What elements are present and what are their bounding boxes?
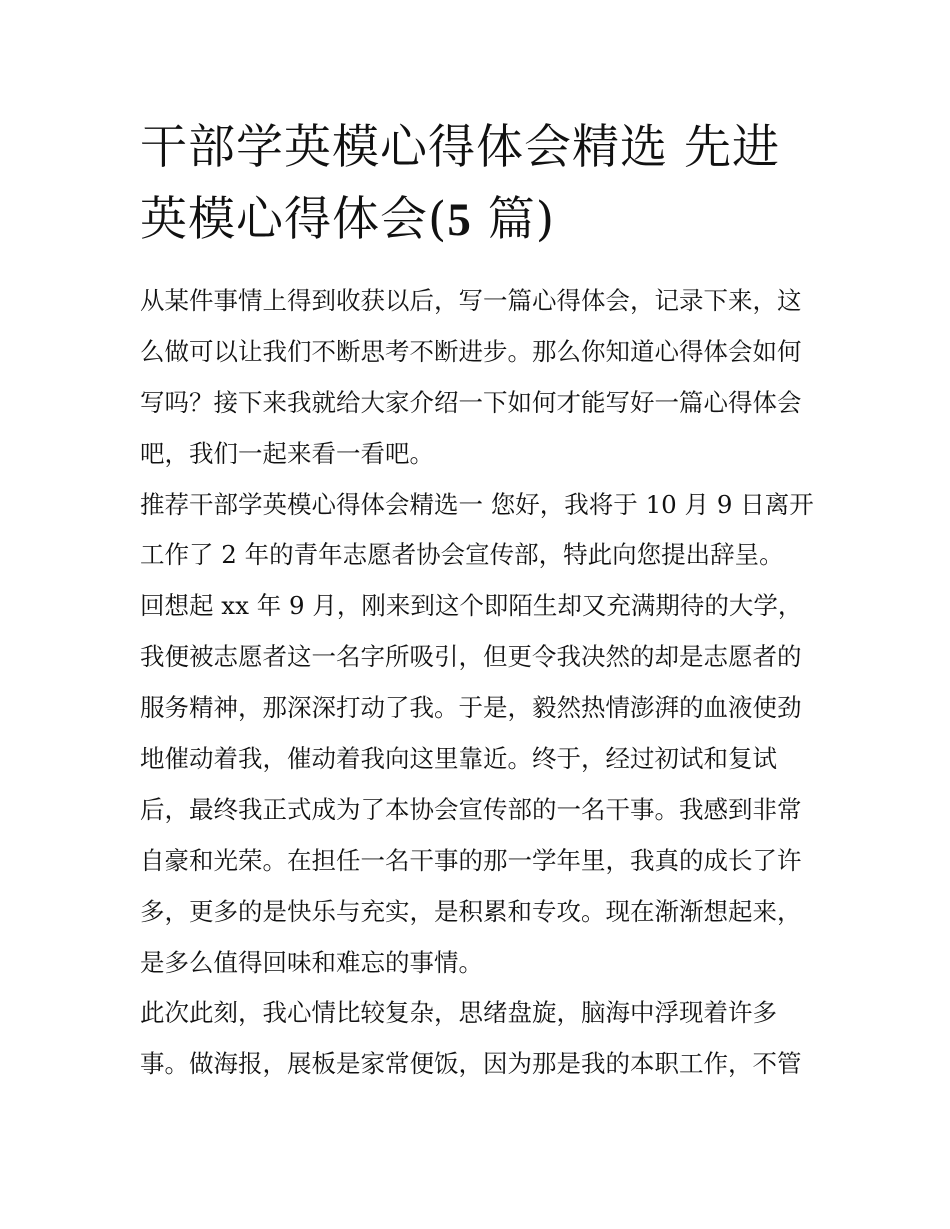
body-line-14: 是多么值得回味和难忘的事情。 [140,947,483,977]
body-line-11: 后，最终我正式成为了本协会宣传部的一名干事。我感到非常 [140,794,802,824]
body-line-15: 此次此刻，我心情比较复杂，思绪盘旋，脑海中浮现着许多 [140,998,777,1028]
body-line-16: 事。做海报，展板是家常便饭，因为那是我的本职工作，不管 [140,1049,802,1079]
body-line-12: 自豪和光荣。在担任一名干事的那一学年里，我真的成长了许 [140,845,802,875]
body-line-10: 地催动着我，催动着我向这里靠近。终于，经过初试和复试 [140,744,777,774]
title-line-2-suffix: 篇) [471,192,556,247]
body-line-1: 从某件事情上得到收获以后，写一篇心得体会，记录下来，这 [140,286,802,315]
body-line-13: 多，更多的是快乐与充实，是积累和专攻。现在渐渐想起来， [140,896,802,926]
title-line-2-prefix: 英模心得体会( [140,192,448,247]
document-body [140,276,820,1090]
body-line-2: 么做可以让我们不断思考不断进步。那么你知道心得体会如何 [140,336,802,366]
document-title [140,112,820,256]
body-line-4: 吧，我们一起来看一看吧。 [140,438,434,468]
body-line-3: 写吗？接下来我就给大家介绍一下如何才能写好一篇心得体会 [140,387,802,417]
body-line-6: 工作了 2 年的青年志愿者协会宣传部，特此向您提出辞呈。 [140,540,784,570]
body-line-7: 回想起 xx 年 9 月，刚来到这个即陌生却又充满期待的大学， [140,591,803,621]
body-line-5: 推荐干部学英模心得体会精选一 您好，我将于 10 月 9 日离开 [140,489,814,519]
title-line-1: 干部学英模心得体会精选 先进 [140,120,780,175]
body-line-9: 服务精神，那深深打动了我。于是，毅然热情澎湃的血液使劲 [140,693,802,723]
title-line-2-number: 5 [447,194,472,246]
body-line-8: 我便被志愿者这一名字所吸引，但更令我决然的却是志愿者的 [140,642,802,672]
